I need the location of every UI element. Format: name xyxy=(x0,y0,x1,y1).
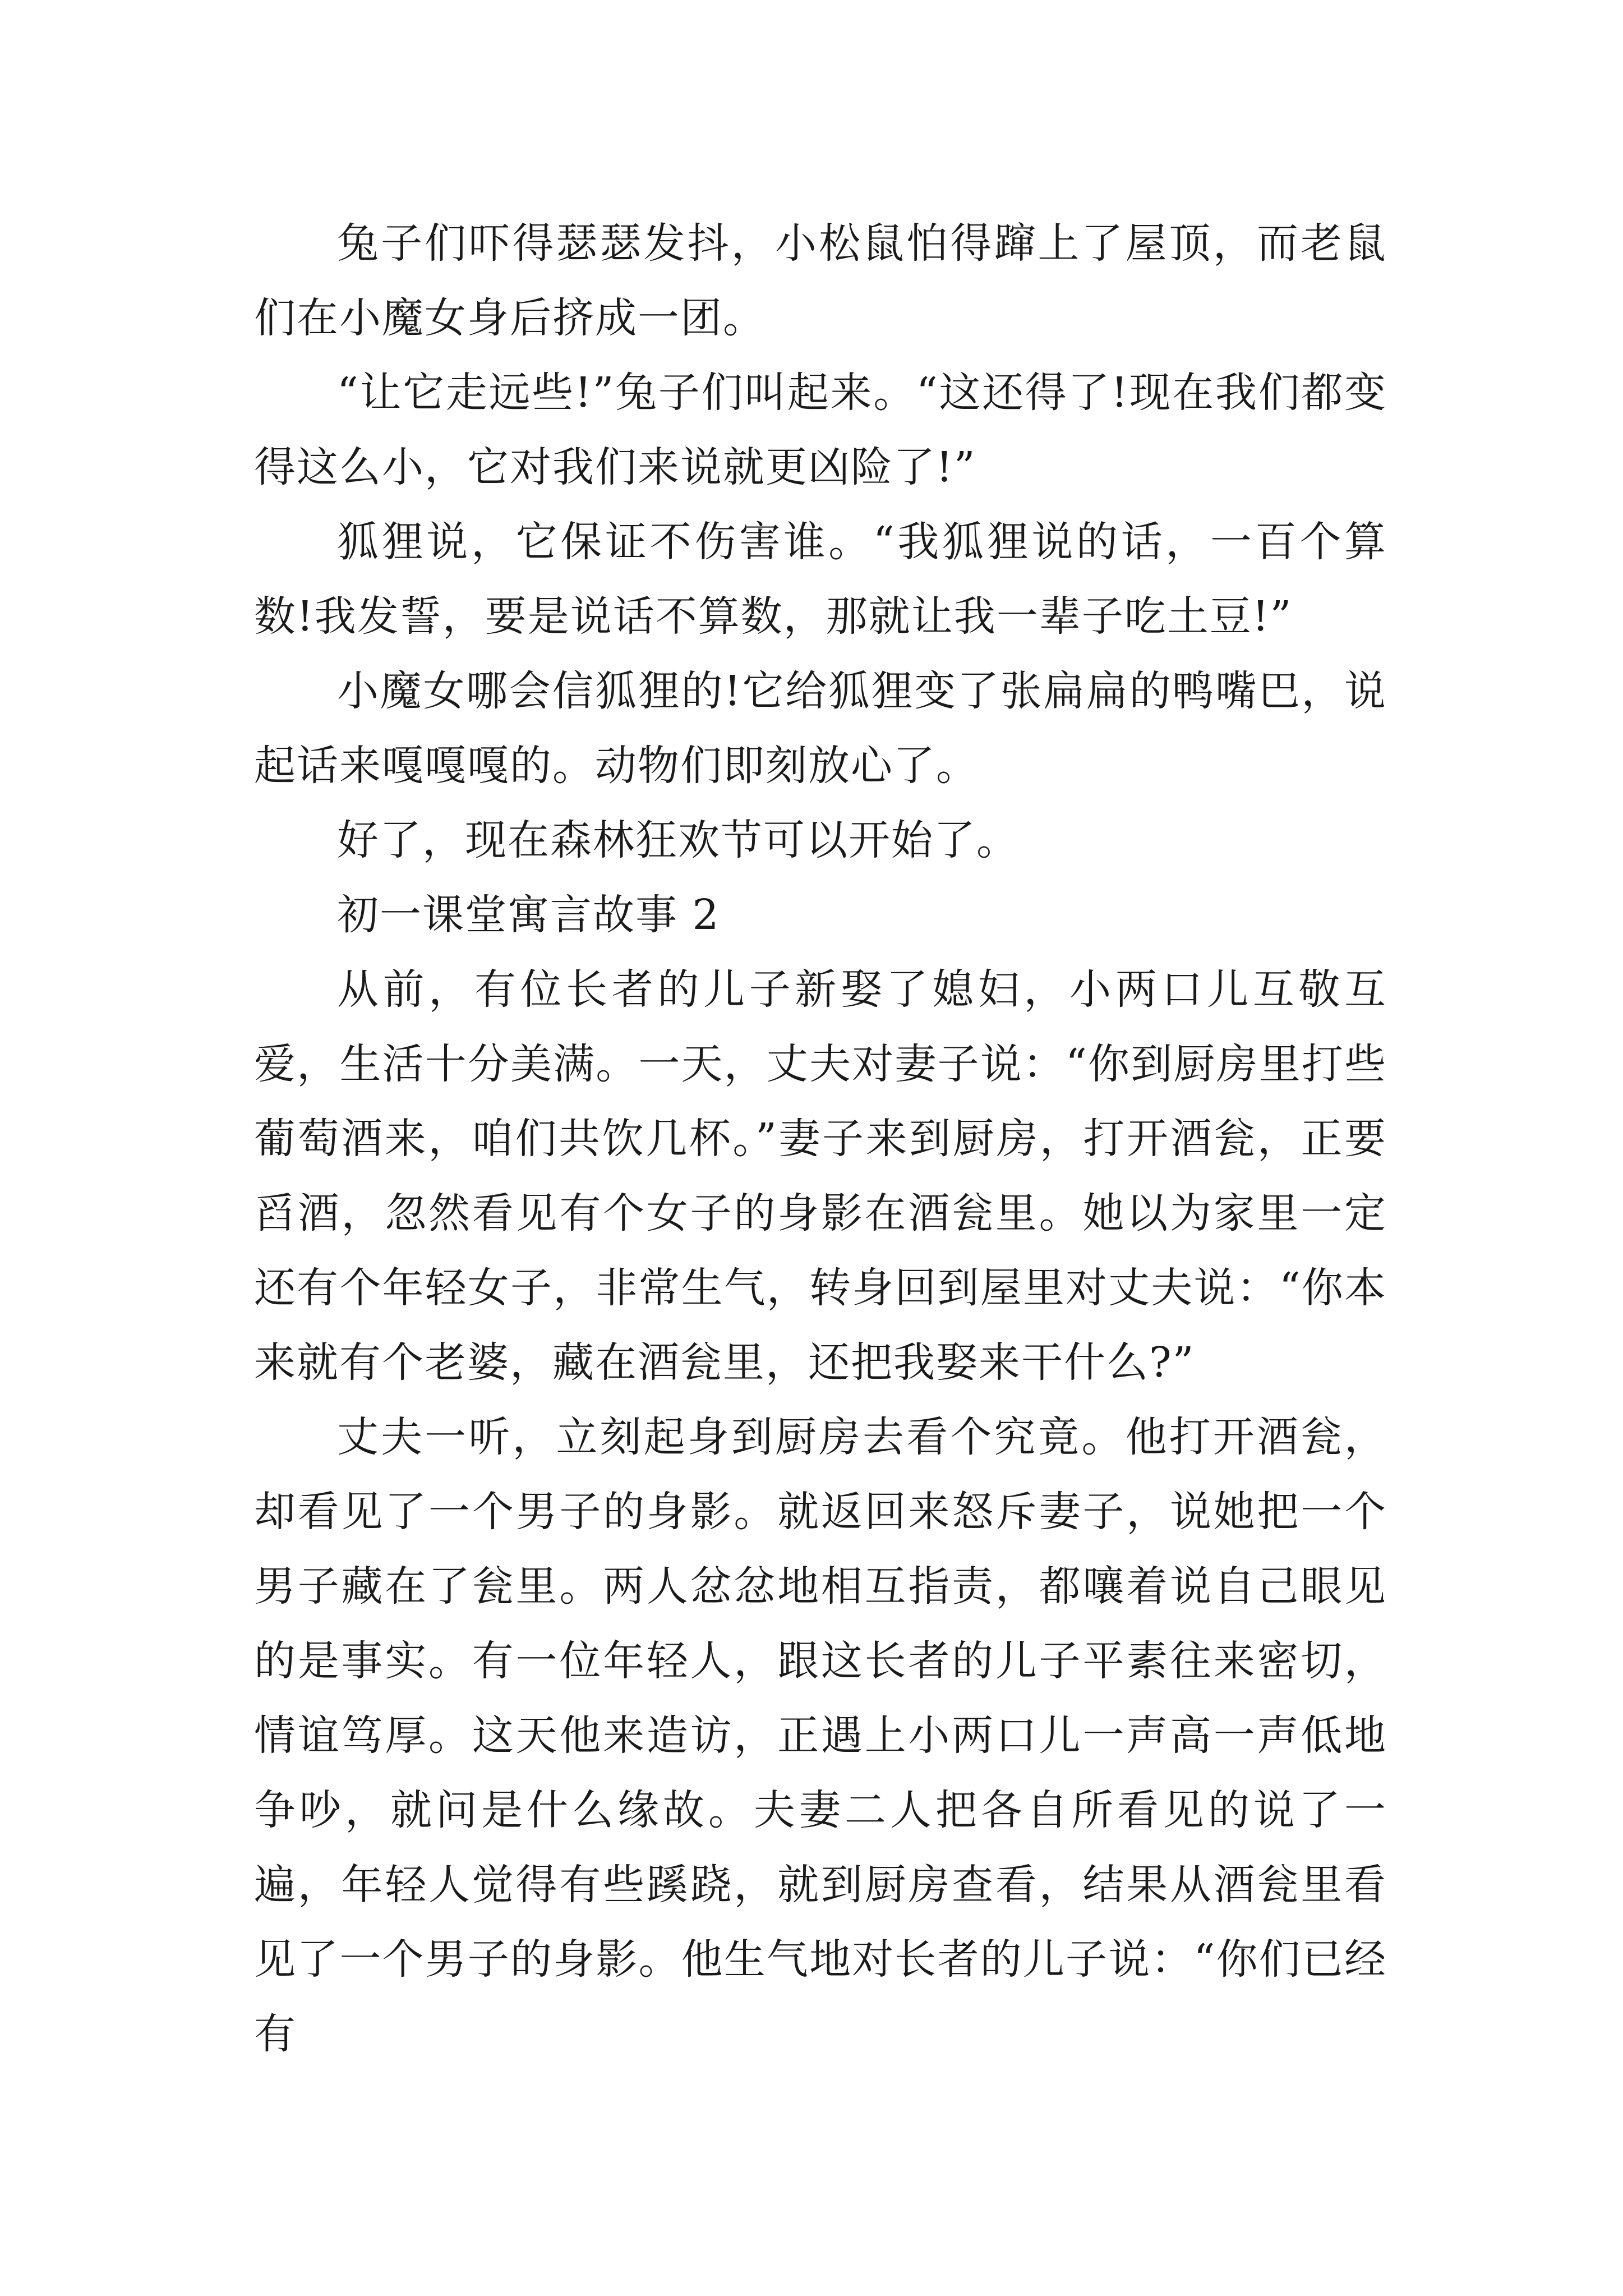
paragraph: 丈夫一听，立刻起身到厨房去看个究竟。他打开酒瓮，却看见了一个男子的身影。就返回来怒斥妻子，说她把一个男子藏在了瓮里。两人忿忿地相互指责，都嚷着说自己眼见的是事实。有一位年轻人，跟这长者的儿子平素往来密切，情谊笃厚。这天他来造访，正遇上小两口儿一声高一声低地争吵，就问是什么缘故。夫妻二人把各自所看见的说了一遍，年轻人觉得有些蹊跷，就到厨房查看，结果从酒瓮里看见了一个男子的身影。他生气地对长者的儿子说：“你们已经有 xyxy=(254,1413,1387,2058)
document-body xyxy=(254,206,1387,2072)
paragraph: “让它走远些!”兔子们叫起来。“这还得了!现在我们都变得这么小，它对我们来说就更凶险了!” xyxy=(254,369,1387,491)
section-title: 初一课堂寓言故事 2 xyxy=(337,891,720,939)
paragraph: 狐狸说，它保证不伤害谁。“我狐狸说的话，一百个算数!我发誓，要是说话不算数，那就让我一辈子吃土豆!” xyxy=(254,518,1387,641)
paragraph: 小魔女哪会信狐狸的!它给狐狸变了张扁扁的鸭嘴巴，说起话来嘎嘎嘎的。动物们即刻放心了。 xyxy=(254,667,1387,790)
paragraph: 好了，现在森林狂欢节可以开始了。 xyxy=(337,816,1019,864)
paragraph: 兔子们吓得瑟瑟发抖，小松鼠怕得蹿上了屋顶，而老鼠们在小魔女身后挤成一团。 xyxy=(254,219,1387,342)
paragraph: 从前，有位长者的儿子新娶了媳妇，小两口儿互敬互爱，生活十分美满。一天，丈夫对妻子说：“你到厨房里打些葡萄酒来，咱们共饮几杯。”妻子来到厨房，打开酒瓮，正要舀酒，忽然看见有个女子的身影在酒瓮里。她以为家里一定还有个年轻女子，非常生气，转身回到屋里对丈夫说：“你本来就有个老婆，藏在酒瓮里，还把我娶来干什么?” xyxy=(254,965,1387,1387)
